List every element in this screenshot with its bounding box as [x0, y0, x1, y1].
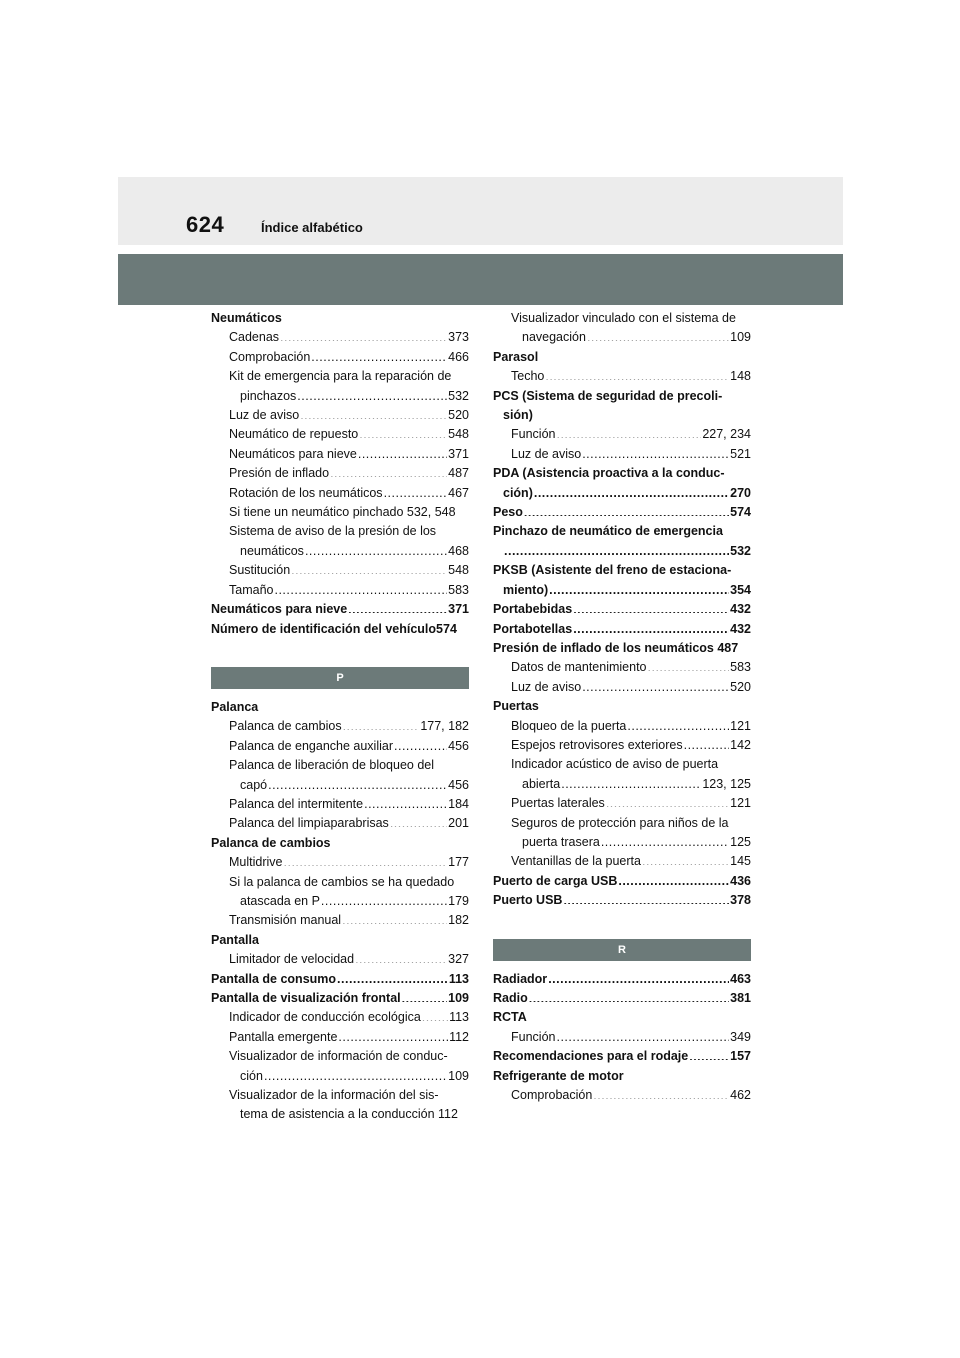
index-entry — [493, 522, 751, 541]
dot-leader — [291, 562, 447, 575]
index-subentry — [211, 425, 469, 444]
index-subentry — [211, 795, 469, 814]
entry-text: Pantalla — [211, 932, 259, 947]
index-subentry — [211, 522, 469, 541]
index-subentry — [211, 814, 469, 833]
entry-text: Datos de mantenimiento — [511, 660, 647, 675]
entry-text: PDA (Asistencia proactiva a la conduc- — [493, 466, 725, 481]
spacer — [493, 961, 751, 970]
entry-text: Luz de aviso — [511, 446, 582, 461]
page-reference: 463 — [730, 971, 751, 986]
page-reference: 109 — [730, 330, 751, 345]
page-reference: 381 — [730, 991, 751, 1005]
index-subentry — [211, 756, 469, 775]
page-reference: 157 — [730, 1049, 751, 1064]
page-reference: 184 — [448, 796, 469, 811]
dot-leader — [618, 872, 729, 885]
index-subentry — [493, 367, 751, 386]
index-subentry — [211, 737, 469, 756]
entry-text: Neumático de repuesto — [229, 427, 359, 442]
dot-leader — [573, 620, 729, 633]
page-reference: 371 — [448, 602, 469, 617]
page-reference: 270 — [730, 485, 751, 500]
entry-text: abierta — [522, 776, 561, 791]
index-subentry — [211, 561, 469, 580]
entry-text: Parasol — [493, 349, 539, 364]
index-entry — [211, 989, 469, 1008]
entry-text: Rotación de los neumáticos — [229, 485, 383, 500]
entry-text: Si la palanca de cambios se ha quedado — [229, 874, 455, 889]
page-reference: 436 — [730, 873, 751, 888]
index-subentry — [493, 406, 751, 425]
dot-leader — [601, 833, 729, 846]
page-reference: 574 — [730, 505, 751, 520]
index-entry — [493, 600, 751, 619]
entry-text: Recomendaciones para el rodaje — [493, 1049, 689, 1064]
entry-text: Presión de inflado de los neumáticos 487 — [493, 640, 739, 655]
index-subentry — [211, 1086, 469, 1105]
dot-leader — [343, 718, 420, 731]
entry-text: Kit de emergencia para la reparación de — [229, 369, 452, 384]
index-subentry — [211, 503, 469, 522]
entry-text: Sustitución — [229, 563, 291, 578]
entry-text: Multidrive — [229, 855, 283, 870]
dot-leader — [689, 1048, 729, 1061]
page-reference: 182 — [448, 913, 469, 928]
index-subentry — [211, 950, 469, 969]
page-reference: 148 — [730, 369, 751, 384]
entry-text: Función — [511, 427, 556, 442]
dot-leader — [264, 1067, 447, 1080]
page-reference: 227, 234 — [702, 427, 751, 442]
index-entry — [211, 698, 469, 717]
entry-text: sión) — [503, 408, 533, 423]
entry-text: Función — [511, 1029, 556, 1044]
dot-leader — [593, 1087, 729, 1100]
page-reference: 145 — [730, 854, 751, 869]
page-reference: 467 — [448, 485, 469, 500]
index-subentry — [493, 794, 751, 813]
dot-leader — [504, 542, 729, 555]
entry-text: Sistema de aviso de la presión de los — [229, 524, 437, 539]
entry-text: Indicador de conducción ecológica — [229, 1010, 421, 1025]
entry-text: Pinchazo de neumático de emergencia — [493, 524, 723, 539]
entry-text: Neumáticos — [211, 311, 282, 325]
index-subentry — [211, 1008, 469, 1027]
page-reference: 462 — [730, 1088, 751, 1103]
index-column-right — [493, 309, 751, 1105]
index-subentry — [211, 581, 469, 600]
dot-leader — [556, 426, 701, 439]
index-subentry — [211, 464, 469, 483]
index-subentry — [211, 387, 469, 406]
index-entry — [493, 1067, 751, 1086]
entry-text: Radiador — [493, 971, 548, 986]
index-subentry — [493, 581, 751, 600]
index-entry — [493, 970, 751, 989]
index-entry — [493, 1047, 751, 1066]
entry-text: Puerto USB — [493, 893, 563, 908]
spacer — [211, 689, 469, 698]
dot-leader — [364, 795, 447, 808]
dot-leader — [321, 892, 447, 905]
dot-leader — [330, 465, 447, 478]
index-entry — [493, 561, 751, 580]
entry-text: Si tiene un neumático pinchado 532, 548 — [229, 505, 456, 520]
entry-text: Palanca de cambios — [229, 719, 342, 734]
index-entry — [493, 348, 751, 367]
dot-leader — [549, 581, 729, 594]
entry-text: neumáticos — [240, 543, 304, 558]
page-reference: 583 — [730, 660, 751, 675]
index-entry — [493, 697, 751, 716]
entry-text: PCS (Sistema de seguridad de precoli- — [493, 388, 723, 403]
dot-leader — [284, 854, 448, 867]
dot-leader — [606, 795, 729, 808]
page-reference: 466 — [448, 349, 469, 364]
dot-leader — [300, 407, 447, 420]
dot-leader — [268, 776, 447, 789]
entry-text: ción — [240, 1068, 263, 1083]
dot-leader — [582, 678, 729, 691]
page-reference: 201 — [448, 816, 469, 831]
entry-text: tema de asistencia a la conducción 112 — [240, 1107, 458, 1122]
index-subentry — [211, 911, 469, 930]
page-reference: 548 — [448, 563, 469, 578]
index-subentry — [211, 445, 469, 464]
dot-leader — [524, 504, 729, 517]
index-subentry — [211, 1067, 469, 1086]
entry-text: capó — [240, 777, 268, 792]
entry-text: Portabotellas — [493, 621, 573, 636]
entry-text: Transmisión manual — [229, 913, 342, 928]
entry-text: Ventanillas de la puerta — [511, 854, 641, 869]
index-subentry — [211, 348, 469, 367]
entry-text: Visualizador vinculado con el sistema de — [511, 311, 736, 325]
entry-text: ción) — [503, 485, 533, 500]
index-subentry — [493, 1086, 751, 1105]
spacer — [493, 911, 751, 939]
index-entry — [493, 891, 751, 910]
entry-text: Portabebidas — [493, 602, 573, 617]
page-reference: 378 — [730, 893, 751, 908]
page-reference: 548 — [448, 427, 469, 442]
index-entry — [493, 387, 751, 406]
dot-leader — [297, 387, 447, 400]
index-subentry — [211, 542, 469, 561]
index-entry — [493, 503, 751, 522]
index-subentry — [493, 852, 751, 871]
page-reference: 177, 182 — [420, 719, 469, 734]
index-subentry — [493, 542, 751, 561]
index-subentry — [211, 367, 469, 386]
entry-text: Neumáticos para nieve — [211, 602, 348, 617]
dot-leader — [390, 815, 447, 828]
index-entry — [493, 872, 751, 891]
dot-leader — [556, 1028, 729, 1041]
entry-text: Seguros de protección para niños de la — [511, 815, 729, 830]
index-subentry — [211, 328, 469, 347]
index-entry — [211, 309, 469, 328]
dot-leader — [642, 853, 729, 866]
dot-leader — [545, 368, 729, 381]
dot-leader — [394, 737, 447, 750]
page-reference: 179 — [448, 893, 469, 908]
page-reference: 125 — [730, 834, 751, 849]
page-reference: 532 — [448, 388, 469, 403]
page-header — [118, 177, 843, 245]
index-subentry — [493, 445, 751, 464]
entry-text: Palanca de liberación de bloqueo del — [229, 758, 435, 773]
index-entry — [211, 600, 469, 619]
index-subentry — [493, 678, 751, 697]
index-entry — [211, 620, 469, 639]
page-reference: 109 — [448, 991, 469, 1005]
entry-text: Presión de inflado — [229, 466, 330, 481]
index-subentry — [211, 406, 469, 425]
index-subentry — [211, 1105, 469, 1124]
entry-text: Tamaño — [229, 582, 274, 597]
page-reference: 373 — [448, 330, 469, 345]
page-reference: 123, 125 — [702, 776, 751, 791]
index-entry — [211, 970, 469, 989]
entry-text: Palanca de cambios — [211, 835, 331, 850]
dot-leader — [337, 970, 448, 983]
dot-leader — [359, 426, 447, 439]
entry-text: Luz de aviso — [229, 408, 300, 423]
index-subentry — [493, 484, 751, 503]
index-entry — [493, 464, 751, 483]
page-reference: 468 — [448, 543, 469, 558]
entry-text: puerta trasera — [522, 834, 600, 849]
entry-text: atascada en P — [240, 893, 320, 908]
entry-text: Palanca del limpiaparabrisas — [229, 816, 389, 831]
entry-text: Neumáticos para nieve — [229, 446, 357, 461]
entry-text: Espejos retrovisores exteriores — [511, 737, 683, 752]
dot-leader — [348, 601, 447, 614]
dot-leader — [534, 484, 729, 497]
index-subentry — [493, 309, 751, 328]
entry-text: Visualizador de información de conduc- — [229, 1049, 448, 1064]
dot-leader — [358, 445, 447, 458]
entry-text: Pantalla de visualización frontal — [211, 991, 401, 1005]
index-subentry — [493, 328, 751, 347]
page-reference: 109 — [448, 1068, 469, 1083]
entry-text: Cadenas — [229, 330, 280, 345]
page-reference: 520 — [730, 679, 751, 694]
entry-text: Puertas — [493, 699, 539, 714]
header-band — [118, 254, 843, 305]
page-reference: 112 — [449, 1029, 469, 1044]
index-subentry — [211, 1047, 469, 1066]
index-entry — [211, 931, 469, 950]
index-entry — [493, 1008, 751, 1027]
letter-section-bar: R — [493, 939, 751, 961]
section-title: Índice alfabético — [261, 220, 363, 235]
entry-text: Techo — [511, 369, 545, 384]
entry-text: miento) — [503, 582, 549, 597]
dot-leader — [305, 542, 447, 555]
page-reference: 354 — [730, 582, 751, 597]
dot-leader — [573, 601, 729, 614]
entry-text: Palanca de enganche auxiliar — [229, 738, 394, 753]
dot-leader — [342, 912, 447, 925]
dot-leader — [338, 1028, 448, 1041]
index-subentry — [211, 1028, 469, 1047]
entry-text: navegación — [522, 330, 586, 345]
entry-text: Número de identificación del vehículo574 — [211, 621, 457, 636]
page-reference: 121 — [730, 796, 751, 811]
page-reference: 371 — [448, 446, 469, 461]
dot-leader — [587, 329, 729, 342]
entry-text: RCTA — [493, 1010, 527, 1025]
entry-text: PKSB (Asistente del freno de estaciona- — [493, 563, 732, 578]
page-reference: 456 — [448, 738, 469, 753]
entry-text: Puertas laterales — [511, 796, 605, 811]
index-subentry — [493, 755, 751, 774]
entry-text: pinchazos — [240, 388, 297, 403]
index-subentry — [211, 873, 469, 892]
dot-leader — [274, 581, 447, 594]
index-subentry — [211, 892, 469, 911]
page-reference: 432 — [730, 602, 751, 617]
dot-leader — [402, 990, 448, 1003]
page-reference: 532 — [730, 543, 751, 558]
index-subentry — [211, 776, 469, 795]
index-subentry — [493, 1028, 751, 1047]
page-reference: 113 — [448, 971, 469, 986]
dot-leader — [684, 736, 730, 749]
index-column-left — [211, 309, 469, 1125]
entry-text: Comprobación — [229, 349, 311, 364]
entry-text: Luz de aviso — [511, 679, 582, 694]
entry-text: Radio — [493, 991, 528, 1005]
index-entry — [493, 639, 751, 658]
entry-text: Comprobación — [511, 1088, 593, 1103]
dot-leader — [355, 951, 447, 964]
dot-leader — [384, 484, 448, 497]
dot-leader — [627, 717, 729, 730]
entry-text: Visualizador de la información del sis- — [229, 1088, 439, 1103]
page-reference: 113 — [449, 1010, 469, 1025]
page-reference: 456 — [448, 777, 469, 792]
dot-leader — [561, 775, 701, 788]
page-reference: 121 — [730, 718, 751, 733]
dot-leader — [311, 348, 447, 361]
page-reference: 583 — [448, 582, 469, 597]
dot-leader — [563, 892, 729, 905]
entry-text: Palanca — [211, 699, 259, 714]
index-subentry — [493, 775, 751, 794]
dot-leader — [280, 329, 447, 342]
dot-leader — [422, 1009, 448, 1022]
index-subentry — [493, 717, 751, 736]
page-reference: 520 — [448, 408, 469, 423]
index-subentry — [493, 425, 751, 444]
page-number: 624 — [186, 212, 225, 237]
entry-text: Bloqueo de la puerta — [511, 718, 627, 733]
index-subentry — [493, 658, 751, 677]
entry-text: Refrigerante de motor — [493, 1068, 624, 1083]
entry-text: Peso — [493, 505, 523, 520]
index-subentry — [211, 717, 469, 736]
entry-text: Puerto de carga USB — [493, 873, 618, 888]
entry-text: Pantalla emergente — [229, 1029, 338, 1044]
index-subentry — [493, 736, 751, 755]
dot-leader — [582, 445, 729, 458]
page-reference: 521 — [730, 446, 751, 461]
letter-section-bar: P — [211, 667, 469, 689]
spacer — [211, 639, 469, 667]
entry-text: Palanca del intermitente — [229, 796, 364, 811]
page-reference: 432 — [730, 621, 751, 636]
index-subentry — [493, 814, 751, 833]
page-reference: 327 — [448, 952, 469, 967]
page-reference: 349 — [730, 1029, 751, 1044]
page-reference: 177 — [448, 855, 469, 870]
entry-text: Limitador de velocidad — [229, 952, 355, 967]
dot-leader — [529, 990, 729, 1003]
page-reference: 142 — [730, 737, 751, 752]
index-entry — [211, 834, 469, 853]
index-entry — [493, 620, 751, 639]
dot-leader — [648, 659, 730, 672]
entry-text: Indicador acústico de aviso de puerta — [511, 757, 719, 772]
entry-text: Pantalla de consumo — [211, 971, 337, 986]
index-subentry — [211, 484, 469, 503]
index-entry — [493, 989, 751, 1008]
index-subentry — [211, 853, 469, 872]
dot-leader — [548, 970, 729, 983]
index-subentry — [493, 833, 751, 852]
page-reference: 487 — [448, 466, 469, 481]
